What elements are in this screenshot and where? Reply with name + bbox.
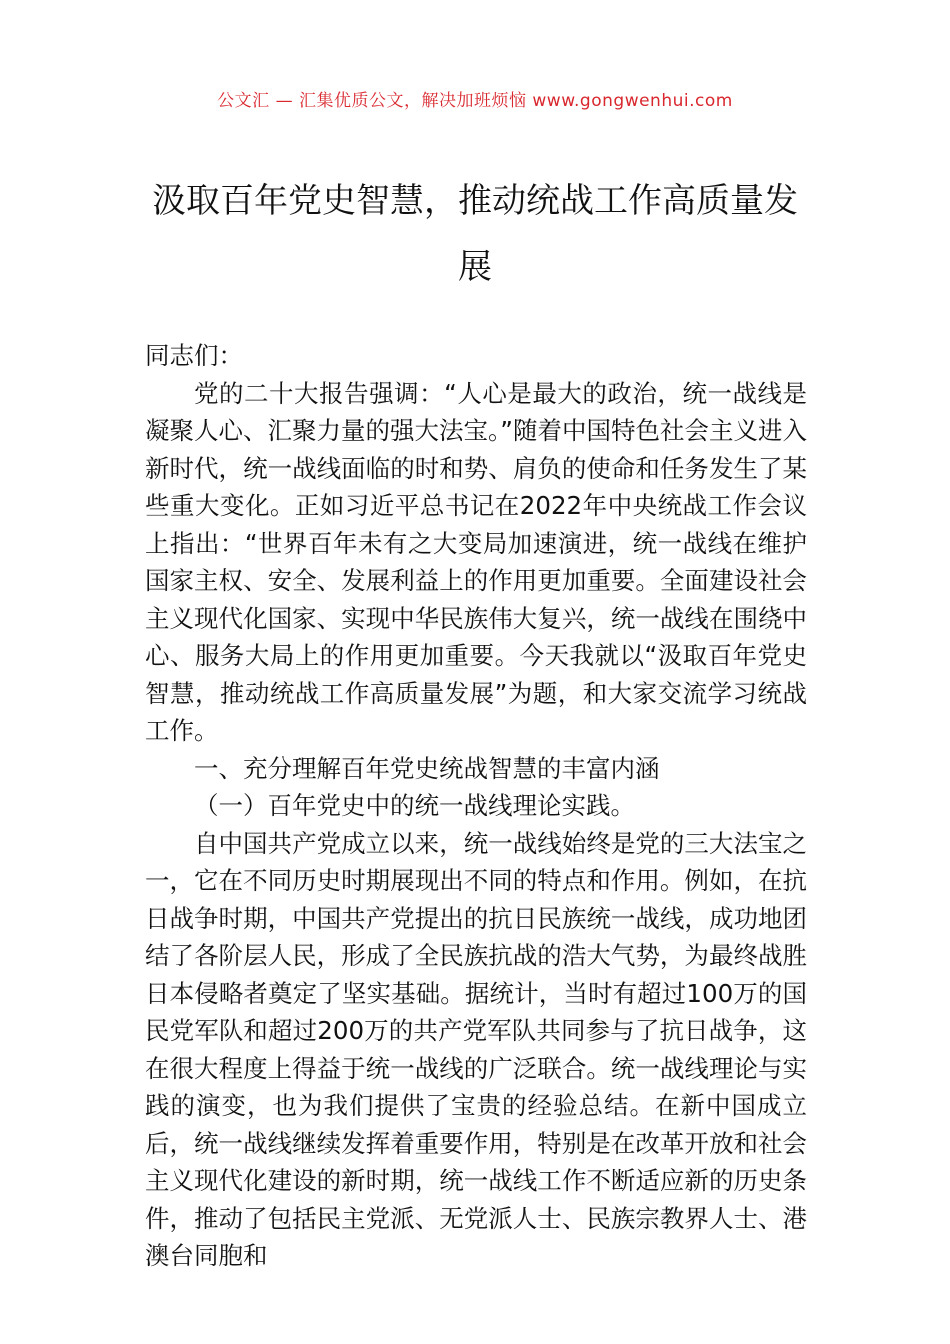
salutation: 同志们： — [145, 341, 243, 370]
document-title: 汲取百年党史智慧，推动统战工作高质量发展 — [152, 181, 798, 287]
document-body — [145, 337, 807, 1275]
subsection-heading: （一）百年党史中的统一战线理论实践。 — [194, 791, 635, 820]
paragraph-body: 自中国共产党成立以来，统一战线始终是党的三大法宝之一，它在不同历史时期展现出不同的特点和作用。例如，在抗日战争时期，中国共产党提出的抗日民族统一战线，成功地团结了各阶层人民，形成了全民族抗战的浩大气势，为最终战胜日本侵略者奠定了坚实基础。据统计，当时有超过100万的国民党军队和超过200万的共产党军队共同参与了抗日战争，这在很大程度上得益于统一战线的广泛联合。统一战线理论与实践的演变，也为我们提供了宝贵的经验总结。在新中国成立后，统一战线继续发挥着重要作用，特别是在改革开放和社会主义现代化建设的新时期，统一战线工作不断适应新的历史条件，推动了包括民主党派、无党派人士、民族宗教界人士、港澳台同胞和 — [145, 828, 807, 1270]
section-heading: 一、充分理解百年党史统战智慧的丰富内涵 — [194, 753, 660, 783]
header-banner: 公文汇 — 汇集优质公文，解决加班烦恼 www.gongwenhui.com — [217, 91, 733, 111]
paragraph-intro: 党的二十大报告强调：“人心是最大的政治，统一战线是凝聚人心、汇聚力量的强大法宝。”随着中国特色社会主义进入新时代，统一战线面临的时和势、肩负的使命和任务发生了某些重大变化。正如习近平总书记在2022年中央统战工作会议上指出：“世界百年未有之大变局加速演进，统一战线在维护国家主权、安全、发展利益上的作用更加重要。全面建设社会主义现代化国家、实现中华民族伟大复兴，统一战线在围绕中心、服务大局上的作用更加重要。今天我就以“汲取百年党史智慧，推动统战工作高质量发展”为题，和大家交流学习统战工作。 — [145, 378, 807, 745]
